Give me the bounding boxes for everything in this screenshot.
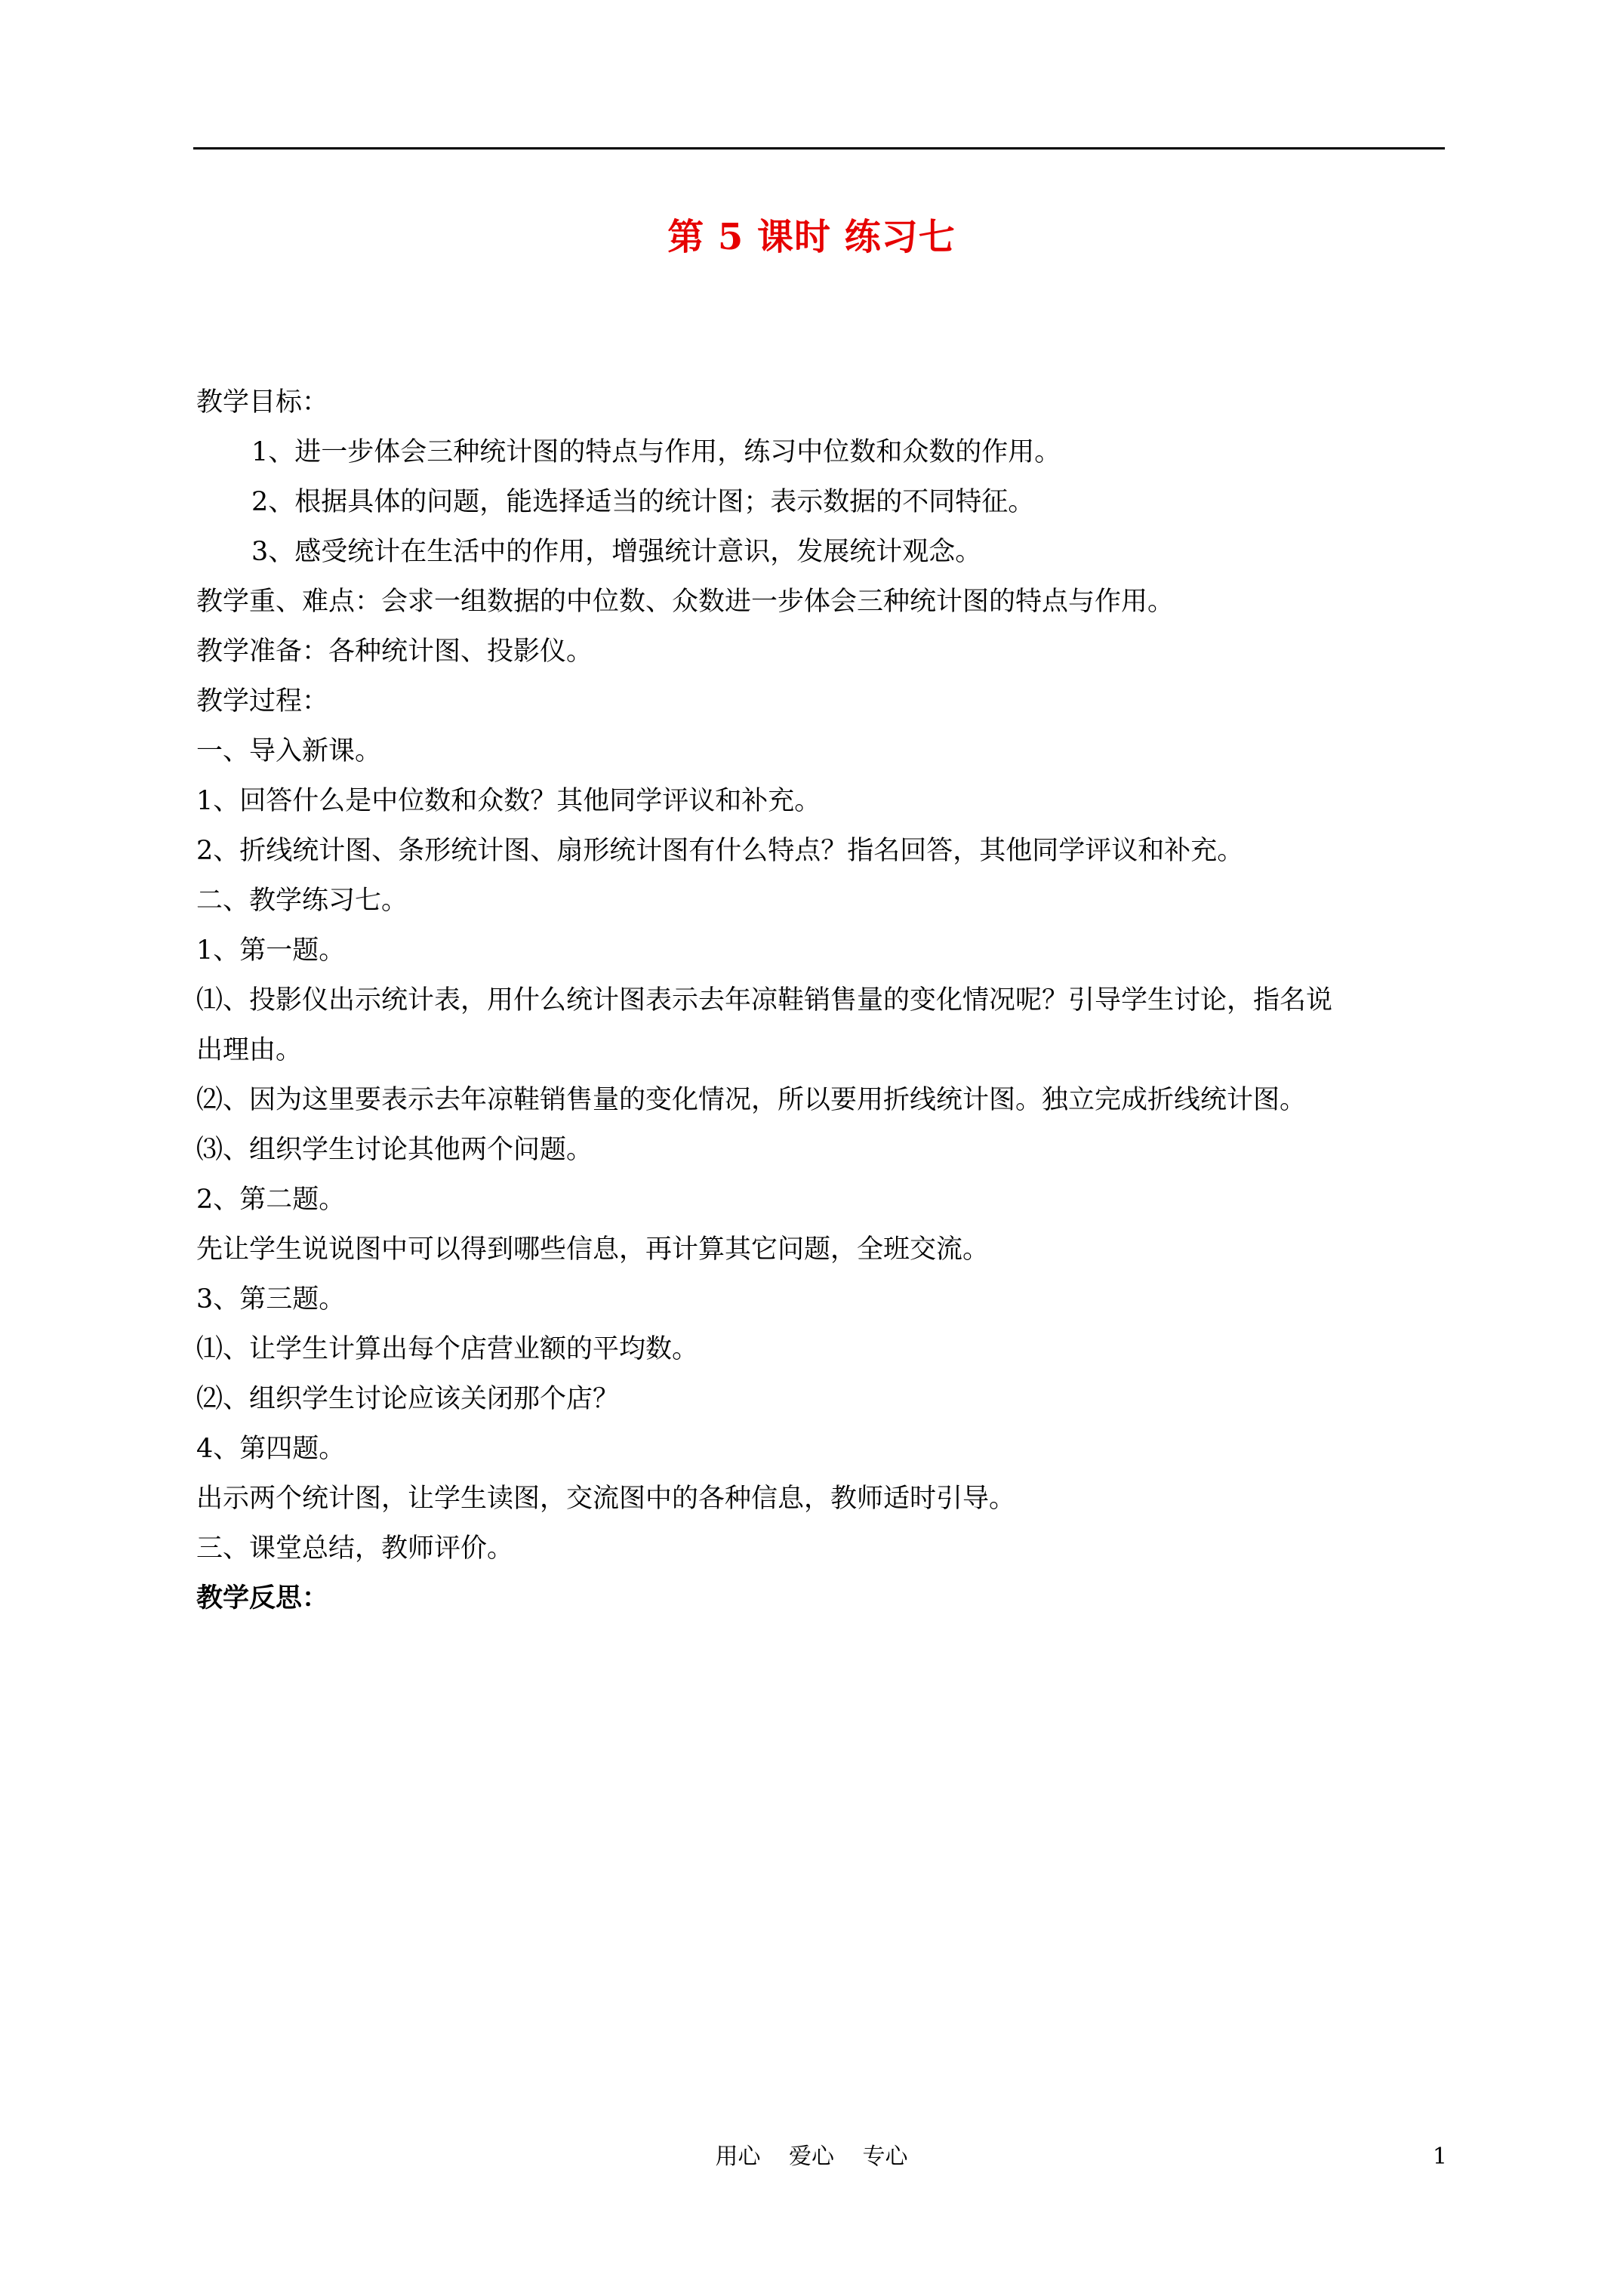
paragraph: 三、课堂总结，教师评价。 bbox=[196, 1533, 514, 1564]
paragraph: ⑴、让学生计算出每个店营业额的平均数。 bbox=[196, 1334, 699, 1364]
section-heading-process: 教学过程： bbox=[196, 686, 329, 717]
section-heading-objectives: 教学目标： bbox=[196, 387, 329, 418]
paragraph: ⑵、组织学生讨论应该关闭那个店？ bbox=[196, 1384, 620, 1414]
paragraph: 1、第一题。 bbox=[196, 935, 346, 966]
paragraph: ⑵、因为这里要表示去年凉鞋销售量的变化情况，所以要用折线统计图。独立完成折线统计图。 bbox=[196, 1085, 1307, 1115]
objective-item: 2、根据具体的问题，能选择适当的统计图；表示数据的不同特征。 bbox=[251, 487, 1035, 517]
paragraph: ⑴、投影仪出示统计表，用什么统计图表示去年凉鞋销售量的变化情况呢？引导学生讨论，指名说 bbox=[196, 985, 1333, 1015]
key-points: 教学重、难点：会求一组数据的中位数、众数进一步体会三种统计图的特点与作用。 bbox=[196, 587, 1175, 617]
footer-motto: 用心 爱心 专心 bbox=[715, 2143, 908, 2170]
section-heading-reflection: 教学反思： bbox=[196, 1583, 329, 1613]
paragraph: 出示两个统计图，让学生读图，交流图中的各种信息，教师适时引导。 bbox=[196, 1484, 1016, 1514]
preparation: 教学准备：各种统计图、投影仪。 bbox=[196, 636, 593, 667]
paragraph: ⑶、组织学生讨论其他两个问题。 bbox=[196, 1135, 593, 1165]
paragraph: 先让学生说说图中可以得到哪些信息，再计算其它问题，全班交流。 bbox=[196, 1234, 990, 1265]
header-rule bbox=[193, 147, 1445, 149]
document-body bbox=[196, 378, 1449, 1623]
paragraph: 一、导入新课。 bbox=[196, 736, 382, 766]
page-title: 第 5 课时 练习七 bbox=[667, 216, 956, 258]
paragraph: 4、第四题。 bbox=[196, 1434, 346, 1464]
paragraph: 2、折线统计图、条形统计图、扇形统计图有什么特点？指名回答，其他同学评议和补充。 bbox=[196, 836, 1244, 866]
page-number: 1 bbox=[1432, 2143, 1447, 2170]
paragraph: 二、教学练习七。 bbox=[196, 886, 408, 916]
objective-item: 3、感受统计在生活中的作用，增强统计意识，发展统计观念。 bbox=[251, 537, 982, 567]
paragraph: 3、第三题。 bbox=[196, 1284, 346, 1314]
paragraph: 2、第二题。 bbox=[196, 1185, 346, 1215]
paragraph: 出理由。 bbox=[196, 1035, 303, 1065]
paragraph: 1、回答什么是中位数和众数？其他同学评议和补充。 bbox=[196, 786, 821, 816]
objective-item: 1、进一步体会三种统计图的特点与作用，练习中位数和众数的作用。 bbox=[251, 437, 1061, 467]
